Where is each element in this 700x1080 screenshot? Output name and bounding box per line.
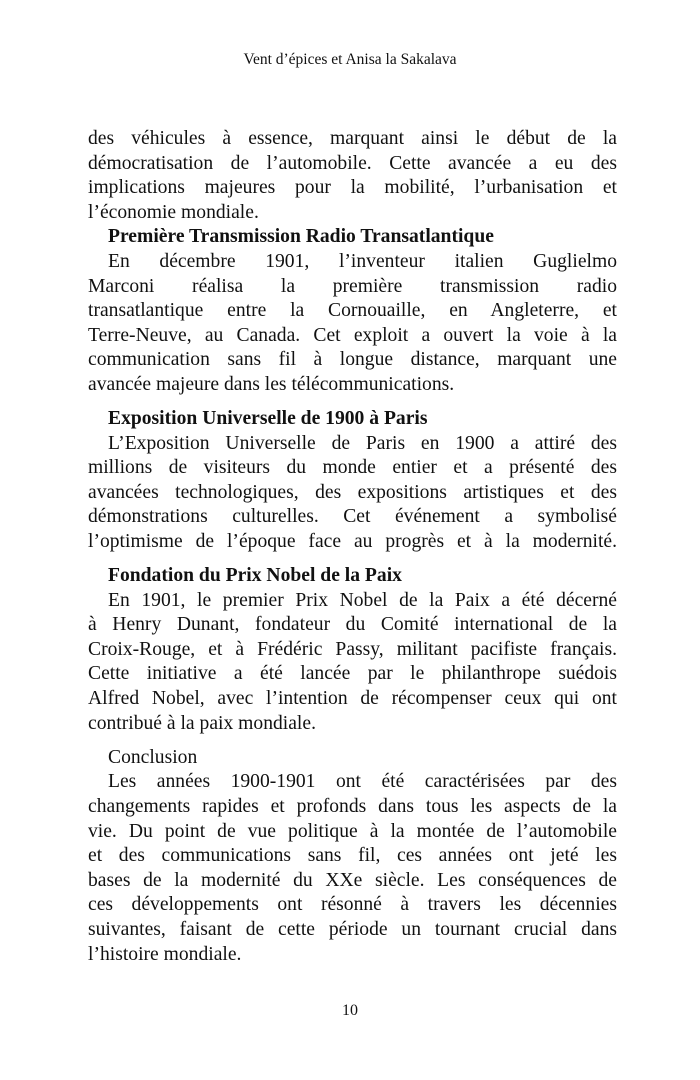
section-exposition xyxy=(88,407,617,555)
text-line: l’histoire mondiale. xyxy=(88,943,242,965)
text-line: ces développements ont résonné à travers les décennies xyxy=(88,894,617,916)
text-line: En décembre 1901, l’inventeur italien Guglielmo xyxy=(108,250,617,272)
paragraph-automobile xyxy=(88,127,617,225)
text-line: avancées technologiques, des expositions artistiques et des xyxy=(88,481,617,503)
section-heading: Première Transmission Radio Transatlantique xyxy=(108,226,494,248)
text-line: millions de visiteurs du monde entier et a présenté des xyxy=(88,457,617,479)
text-line: des véhicules à essence, marquant ainsi le début de la xyxy=(88,128,617,149)
section-radio xyxy=(88,225,617,397)
text-line: à Henry Dunant, fondateur du Comité international de la xyxy=(88,614,617,636)
text-line: L’Exposition Universelle de Paris en 1900 a attiré des xyxy=(108,432,617,454)
text-line: démocratisation de l’automobile. Cette avancée a eu des xyxy=(88,152,617,174)
text-line: l’économie mondiale. xyxy=(88,201,259,223)
running-header: Vent d’épices et Anisa la Sakalava xyxy=(243,51,457,68)
section-nobel xyxy=(88,564,617,736)
section-heading: Fondation du Prix Nobel de la Paix xyxy=(108,565,402,587)
text-line: et des communications sans fil, ces années ont jeté les xyxy=(88,845,617,867)
text-line: Marconi réalisa la première transmission radio xyxy=(88,275,617,297)
section-conclusion xyxy=(88,746,617,967)
page-body xyxy=(88,127,617,967)
text-line: démonstrations culturelles. Cet événement a symbolisé xyxy=(88,506,617,528)
text-line: vie. Du point de vue politique à la montée de l’automobile xyxy=(88,820,617,842)
page-number: 10 xyxy=(342,1002,358,1019)
text-line: implications majeures pour la mobilité, l’urbanisation et xyxy=(88,177,617,199)
text-line: Les années 1900-1901 ont été caractérisées par des xyxy=(108,771,617,793)
text-line: Croix-Rouge, et à Frédéric Passy, militant pacifiste français. xyxy=(88,638,617,660)
text-line: suivantes, faisant de cette période un tournant crucial dans xyxy=(88,918,617,940)
text-line: transatlantique entre la Cornouaille, en Angleterre, et xyxy=(88,300,617,322)
text-line: contribué à la paix mondiale. xyxy=(88,712,316,734)
text-line: changements rapides et profonds dans tous les aspects de la xyxy=(88,795,617,817)
text-line: Cette initiative a été lancée par le philanthrope suédois xyxy=(88,663,617,685)
section-heading: Exposition Universelle de 1900 à Paris xyxy=(108,408,428,430)
text-line: l’optimisme de l’époque face au progrès et à la modernité. xyxy=(88,531,617,552)
text-line: communication sans fil à longue distance, marquant une xyxy=(88,349,617,371)
text-line: En 1901, le premier Prix Nobel de la Paix a été décerné xyxy=(108,589,617,611)
text-line: bases de la modernité du XXe siècle. Les conséquences de xyxy=(88,869,617,891)
section-heading: Conclusion xyxy=(108,746,198,768)
text-line: avancée majeure dans les télécommunications. xyxy=(88,373,455,395)
text-line: Terre-Neuve, au Canada. Cet exploit a ouvert la voie à la xyxy=(88,324,617,346)
text-line: Alfred Nobel, avec l’intention de récompenser ceux qui ont xyxy=(88,688,617,710)
